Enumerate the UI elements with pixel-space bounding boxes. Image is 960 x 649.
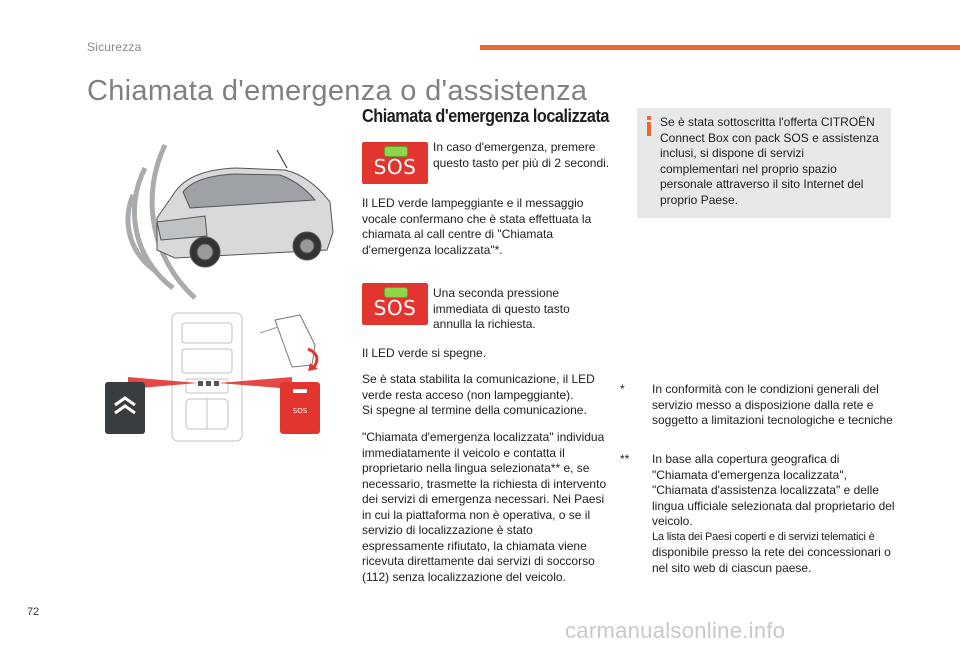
finger-press-icon [260, 315, 318, 371]
sos-button-icon-second [362, 283, 428, 325]
car-body [157, 150, 333, 267]
sos-label: SOS [373, 296, 417, 320]
communication-line-1: Se è stata stabilita la comunicazione, il LED verde resta acceso (non lampeggiante). [362, 372, 595, 402]
footnote-mark: ** [620, 452, 630, 466]
watermark: carmanualsonline.info [565, 618, 786, 643]
page-number: 72 [27, 606, 40, 618]
communication-line-2: Si spegne al termine della comunicazione. [362, 403, 587, 417]
instruction-press: In caso d'emergenza, premere questo tasto per più di 2 secondi. [433, 140, 610, 170]
footnote-small-text: La lista dei Paesi coperti e di servizi telematici è [652, 530, 875, 543]
footnote-text-end: disponibile presso la rete dei concessionari o nel sito web di ciascun paese. [652, 545, 891, 575]
footnote-text: In base alla copertura geografica di "Chiamata d'emergenza localizzata", "Chiamata d'assistenza localizzata" e delle lingua ufficiale selezionata dal proprietario del veicolo. [652, 452, 895, 528]
instruction-cancel: Una seconda pressione immediata di questo tasto annulla la richiesta. [433, 286, 570, 331]
sos-label: SOS [373, 155, 417, 179]
section-accent-bar [480, 45, 960, 50]
info-text: Se è stata sottoscritta l'offerta CITROËN Connect Box con pack SOS e assistenza inclusi, si dispone di servizi complementari nel proprio spazio personale attraverso il sito Internet del proprio Paese. [660, 115, 879, 207]
info-box [637, 108, 891, 218]
led-flashing-text: Il LED verde lampeggiante e il messaggio vocale confermano che è stata effettuata la chiamata al call centre di "Chiamata d'emergenza localizzata"*. [362, 196, 592, 257]
info-icon [647, 116, 651, 136]
car-signal-illustration [95, 140, 340, 302]
communication-text [362, 372, 607, 419]
footnote-text: In conformità con le condizioni generali del servizio messo a disposizione dalla rete e soggetto a limitazioni tecnologiche e tecniche [652, 382, 893, 427]
page-title: Chiamata d'emergenza o d'assistenza [87, 75, 588, 107]
svg-text:SOS: SOS [292, 407, 308, 415]
console-buttons [198, 381, 219, 386]
sub-heading: Chiamata d'emergenza localizzata [362, 106, 609, 126]
console-illustration [100, 305, 325, 445]
citroen-assist-button [105, 382, 145, 434]
section-label: Sicurezza [87, 40, 142, 54]
sos-button-icon [362, 142, 428, 184]
service-description: "Chiamata d'emergenza localizzata" individua immediatamente il veicolo e contatta il proprietario nella lingua selezionata** e, se necessario, trasmette la richiesta di intervento dei servizi di emergenza necessari. Nei Paesi in cui la piattaforma non è operativa, o se il servizio di localizzazione è stato espressamente rifiutato, la chiamata viene ricevuta direttamente dai servizi di soccorso (112) senza localizzazione del veicolo. [362, 430, 607, 584]
footnote-mark: * [620, 382, 625, 396]
led-off-text: Il LED verde si spegne. [362, 346, 487, 360]
footnote-body [652, 452, 897, 576]
